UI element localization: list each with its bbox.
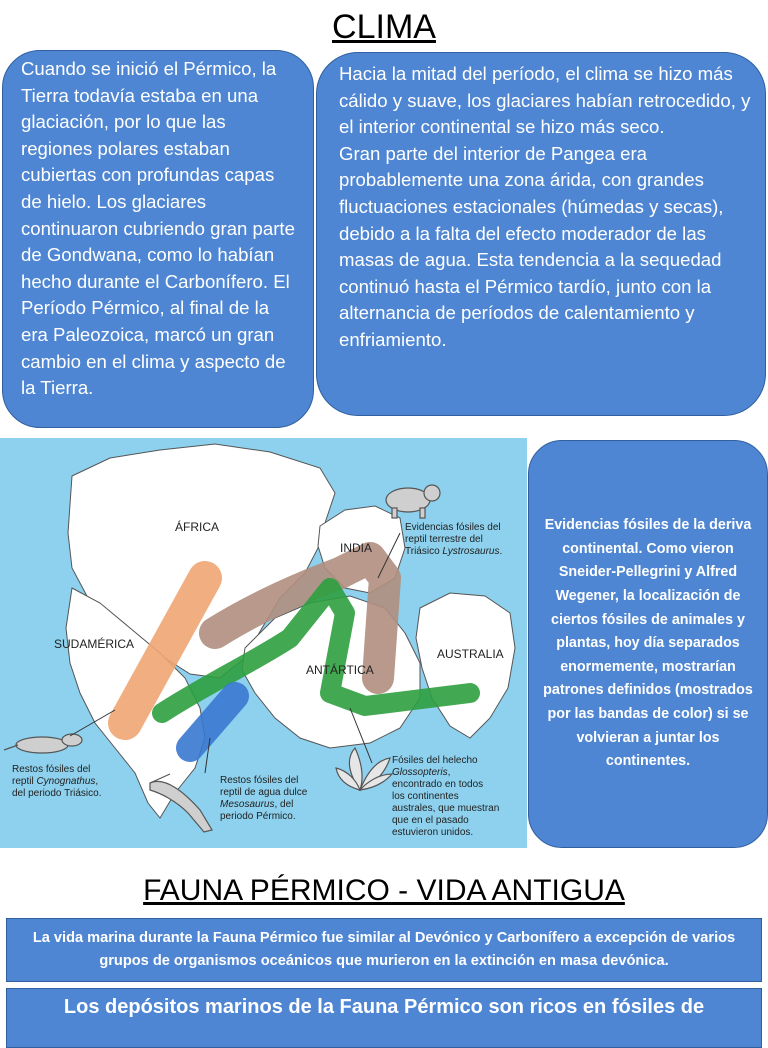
meso-line3-suffix: , del [274, 799, 294, 810]
fauna-heading: FAUNA PÉRMICO - VIDA ANTIGUA [143, 874, 625, 907]
gondwana-fossil-map [0, 438, 527, 848]
cynognathus-icon [4, 734, 82, 753]
svg-text:Restos fósiles del repti [220, 775, 310, 822]
glosso-line6: que en el pasado [392, 815, 469, 826]
fauna-box-2-text: Los depósitos marinos de la Fauna Pérmico son ricos en fósiles de [63, 996, 705, 1018]
meso-line1: Restos fósiles del [220, 775, 299, 786]
glossopteris-fern-icon [336, 748, 392, 790]
cyno-line1: Restos fósiles del [12, 764, 91, 775]
lystro-line3-italic: Lystrosaurus [442, 546, 500, 557]
fauna-box-2 [6, 988, 762, 1048]
glosso-line7: estuvieron unidos. [392, 827, 474, 838]
glosso-line2-suffix: , [447, 767, 451, 778]
clima-left-bubble [2, 50, 314, 428]
lystro-line3-prefix: Triásico [405, 546, 443, 557]
label-australia: AUSTRALIA [437, 647, 504, 661]
svg-text:Evidencias fósiles del r [405, 522, 503, 557]
label-sudamerica: SUDAMÉRICA [54, 637, 135, 651]
clima-right-text-1: Hacia la mitad del período, el clima se hizo más cálido y suave, los glaciares habían retrocedido, y el interior continental se hizo más seco. [339, 63, 751, 138]
glosso-line1: Fósiles del helecho [392, 755, 478, 766]
map-illustration [0, 438, 527, 848]
meso-line4: periodo Pérmico. [220, 811, 296, 822]
lystro-line1: Evidencias fósiles del [405, 522, 501, 533]
glosso-line4: los continentes [392, 791, 459, 802]
lystrosaurus-icon [386, 485, 440, 518]
fauna-box-1 [6, 918, 762, 982]
svg-text:Restos fósiles del repti [12, 764, 102, 799]
evidence-text: Evidencias fósiles de la deriva continental. Como vieron Sneider-Pellegrini y Alfred Wegener, la localización de ciertos fósiles de animales y plantas, hoy día separados enormemente, mostrarían patrones definidos (mostrados por las bandas de color) si se volvieran a juntar los continentes. [543, 517, 753, 770]
label-antartica: ANTÁRTICA [306, 663, 374, 677]
cyno-line2-prefix: reptil [12, 776, 37, 787]
fauna-box-1-text: La vida marina durante la Fauna Pérmico fue similar al Devónico y Carbonífero a excepción de varios grupos de organismos oceánicos que murieron en la extinción en masa devónica. [32, 930, 736, 969]
clima-right-bubble [316, 52, 766, 416]
cyno-line2-suffix: , [95, 776, 99, 787]
clima-right-text-2: Gran parte del interior de Pangea era probablemente una zona árida, con grandes fluctuaciones estacionales (húmedas y secas), debido a la falta del efecto moderador de las masas de agua. Esta tendencia a la sequedad continuó hasta el Pérmico tardío, junto con la alternancia de períodos de calentamiento y enfriamiento. [339, 142, 724, 350]
cyno-line2-italic: Cynognathus [36, 776, 96, 787]
meso-line3-italic: Mesosaurus [220, 799, 275, 810]
lystro-line2: reptil terrestre del [405, 534, 483, 545]
glosso-line2-italic: Glossopteris [392, 767, 448, 778]
lystro-line3-suffix: . [499, 546, 503, 557]
svg-text:Fósiles del helecho Glos [392, 755, 502, 838]
clima-left-text: Cuando se inició el Pérmico, la Tierra todavía estaba en una glaciación, por lo que las regiones polares estaban cubiertas con profundas capas de hielo. Los glaciares continuaron cubriendo gran parte de Gondwana, como lo habían hecho durante el Carbonífero. El Período Pérmico, al final de la era Paleozoica, marcó un gran cambio en el clima y aspecto de la Tierra. [21, 58, 295, 399]
evidence-bubble [528, 440, 768, 848]
clima-heading: CLIMA [332, 8, 436, 46]
glosso-line5: australes, que muestran [392, 803, 500, 814]
label-africa: ÁFRICA [175, 520, 220, 534]
glosso-line3: encontrado en todos [392, 779, 484, 790]
meso-line2: reptil de agua dulce [220, 787, 308, 798]
australia-landmass [416, 593, 515, 738]
label-india: INDIA [340, 541, 373, 555]
cyno-line3: del periodo Triásico. [12, 788, 102, 799]
